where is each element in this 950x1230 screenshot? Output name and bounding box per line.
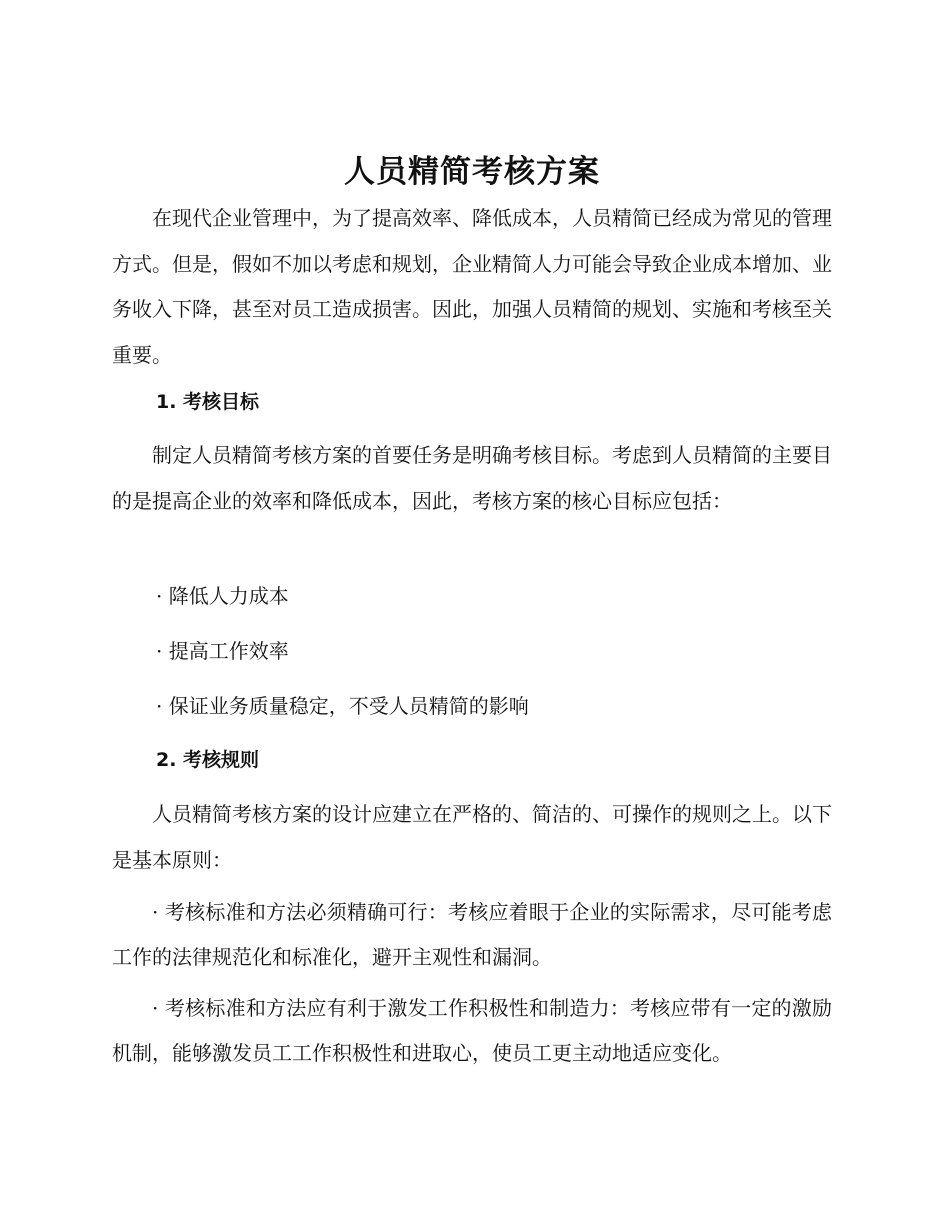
bullet-item: · 保证业务质量稳定，不受人员精简的影响 — [156, 694, 529, 718]
rule-bullet-item: · 考核标准和方法应有利于激发工作积极性和制造力：考核应带有一定的激励机制，能够激发员工工作积极性和进取心，使员工更主动地适应变化。 — [112, 996, 832, 1065]
section-goals-body: 制定人员精简考核方案的首要任务是明确考核目标。考虑到人员精简的主要目的是提高企业的效率和降低成本，因此，考核方案的核心目标应包括： — [112, 443, 832, 513]
section-heading-goals: 1. 考核目标 — [156, 391, 260, 413]
bullet-item: · 提高工作效率 — [156, 639, 289, 663]
section-rules-body: 人员精简考核方案的设计应建立在严格的、简洁的、可操作的规则之上。以下是基本原则： — [112, 802, 832, 872]
intro-paragraph: 在现代企业管理中，为了提高效率、降低成本，人员精简已经成为常见的管理方式。但是，假如不加以考虑和规划，企业精简人力可能会导致企业成本增加、业务收入下降，甚至对员工造成损害。因此，加强人员精简的规划、实施和考核至关重要。 — [112, 206, 832, 367]
bullet-item: · 降低人力成本 — [156, 584, 289, 608]
rule-bullet-item: · 考核标准和方法必须精确可行：考核应着眼于企业的实际需求，尽可能考虑工作的法律规范化和标准化，避开主观性和漏洞。 — [112, 900, 832, 969]
document-title: 人员精简考核方案 — [344, 154, 600, 190]
section-heading-rules: 2. 考核规则 — [156, 749, 260, 771]
